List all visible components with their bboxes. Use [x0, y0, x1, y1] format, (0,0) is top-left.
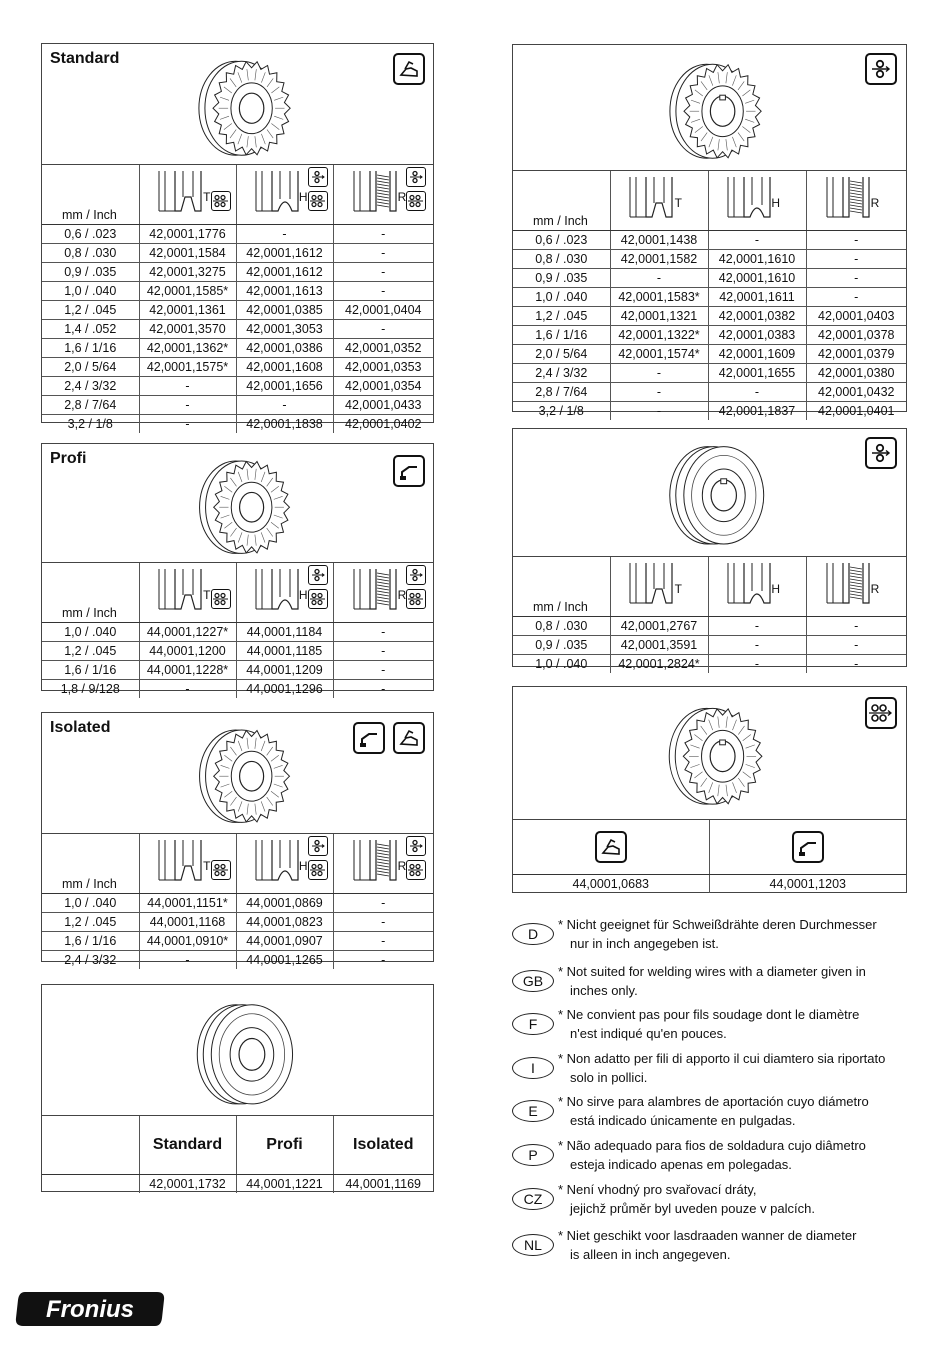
part-number-cell: -	[806, 655, 906, 674]
groove-h-icon	[714, 173, 800, 225]
isolated-panel	[41, 712, 434, 967]
part-number-cell: 42,0001,0379	[806, 345, 906, 364]
table-row	[42, 623, 433, 642]
standard-panel	[41, 43, 434, 431]
groove-t-icon	[616, 559, 702, 611]
part-number-cell: -	[708, 617, 806, 636]
hand-torch-icon	[393, 53, 425, 85]
part-number-cell: 44,0001,1227*	[139, 623, 236, 642]
feed-roll-plain-panel	[512, 428, 907, 671]
language-code: P	[512, 1144, 554, 1166]
four-roll-value-hand: 44,0001,0683	[572, 877, 649, 891]
profi-panel	[41, 443, 434, 696]
part-number-cell: 42,0001,1582	[610, 250, 708, 269]
groove-h-label: H	[771, 196, 780, 210]
table-row	[513, 307, 906, 326]
part-number-cell: 42,0001,1321	[610, 307, 708, 326]
pressure-value-standard: 42,0001,1732	[139, 1175, 236, 1194]
part-number-cell: 44,0001,1168	[139, 913, 236, 932]
part-number-cell: -	[610, 269, 708, 288]
roll-illustration	[653, 435, 775, 551]
groove-r-icon	[813, 559, 899, 611]
language-code: I	[512, 1057, 554, 1079]
diameter-header: mm / Inch	[533, 214, 588, 228]
table-row	[42, 320, 433, 339]
two-roll-drive-icon	[406, 167, 426, 187]
table-row	[42, 244, 433, 263]
part-number-cell: 42,0001,3275	[139, 263, 236, 282]
groove-h-icon	[242, 836, 328, 888]
diameter-cell: 1,0 / .040	[42, 623, 139, 642]
four-roll-drive-icon	[865, 697, 897, 729]
part-number-cell: -	[333, 623, 433, 642]
table-row	[513, 617, 906, 636]
pressure-roll-illustration	[180, 993, 304, 1111]
footnote-p	[512, 1136, 932, 1178]
push-torch-icon	[792, 831, 824, 863]
table-row	[42, 301, 433, 320]
diameter-cell: 1,6 / 1/16	[42, 661, 139, 680]
pressure-roll-table	[42, 1116, 433, 1193]
part-number-cell: -	[333, 951, 433, 970]
gear-illustration	[182, 450, 302, 560]
four-roll-panel	[512, 686, 907, 893]
part-number-cell: -	[333, 661, 433, 680]
part-number-cell: 42,0001,3570	[139, 320, 236, 339]
part-number-cell: 42,0001,1838	[236, 415, 333, 434]
part-number-cell: 42,0001,0386	[236, 339, 333, 358]
part-number-cell: 42,0001,1361	[139, 301, 236, 320]
groove-r-icon	[340, 565, 426, 617]
pressure-roll-panel	[41, 984, 434, 1192]
diameter-cell: 2,8 / 7/64	[42, 396, 139, 415]
table-row	[513, 345, 906, 364]
feed-roll-2-table	[513, 171, 906, 420]
part-number-cell: 44,0001,1184	[236, 623, 333, 642]
part-number-cell: 42,0001,0352	[333, 339, 433, 358]
four-roll-drive-icon	[406, 589, 426, 609]
part-number-cell: 42,0001,1656	[236, 377, 333, 396]
part-number-cell: 42,0001,0353	[333, 358, 433, 377]
language-code: E	[512, 1100, 554, 1122]
part-number-cell: 42,0001,1322*	[610, 326, 708, 345]
diameter-cell: 2,0 / 5/64	[513, 345, 610, 364]
footnote-f	[512, 1005, 932, 1047]
part-number-cell: -	[333, 932, 433, 951]
part-number-cell: 42,0001,2767	[610, 617, 708, 636]
part-number-cell: -	[139, 951, 236, 970]
gear-illustration	[653, 53, 773, 165]
footnote-line-1: * Not suited for welding wires with a diameter given in	[558, 964, 866, 979]
part-number-cell: 42,0001,3053	[236, 320, 333, 339]
groove-r-label: R	[397, 588, 407, 602]
groove-t-icon	[145, 836, 231, 888]
part-number-cell: -	[333, 244, 433, 263]
part-number-cell: -	[333, 913, 433, 932]
part-number-cell: 44,0001,1228*	[139, 661, 236, 680]
part-number-cell: 42,0001,1585*	[139, 282, 236, 301]
table-row	[42, 225, 433, 244]
part-number-cell: 42,0001,1438	[610, 231, 708, 250]
part-number-cell: 42,0001,1655	[708, 364, 806, 383]
footnote-line-2: n'est indiqué qu'en pouces.	[570, 1026, 727, 1041]
diameter-cell: 1,0 / .040	[42, 894, 139, 913]
two-roll-drive-icon	[406, 565, 426, 585]
isolated-table	[42, 834, 433, 969]
groove-r-label: R	[870, 582, 880, 596]
diameter-cell: 0,8 / .030	[513, 617, 610, 636]
push-torch-icon	[353, 722, 385, 754]
table-row	[42, 282, 433, 301]
part-number-cell: 44,0001,0910*	[139, 932, 236, 951]
diameter-cell: 0,9 / .035	[513, 269, 610, 288]
header-standard: Standard	[152, 1136, 223, 1153]
diameter-cell: 1,2 / .045	[513, 307, 610, 326]
part-number-cell: 42,0001,1612	[236, 244, 333, 263]
part-number-cell: 42,0001,1608	[236, 358, 333, 377]
diameter-cell: 3,2 / 1/8	[538, 404, 584, 418]
diameter-header: mm / Inch	[62, 606, 117, 620]
table-row	[513, 250, 906, 269]
part-number-cell: 42,0001,0378	[806, 326, 906, 345]
language-code: D	[512, 923, 554, 945]
groove-h-icon	[714, 559, 800, 611]
footnote-line-1: * Não adequado para fios de soldadura cujo diâmetro	[558, 1138, 866, 1153]
groove-h-label: H	[771, 582, 780, 596]
table-row	[42, 415, 433, 434]
diameter-cell: 1,6 / 1/16	[513, 326, 610, 345]
groove-t-icon	[145, 167, 231, 219]
two-roll-drive-icon	[865, 437, 897, 469]
part-number-cell: -	[806, 617, 906, 636]
table-row	[42, 263, 433, 282]
part-number-cell: 42,0001,1609	[708, 345, 806, 364]
footnote-gb	[512, 962, 932, 1004]
part-number-cell: 42,0001,1610	[708, 250, 806, 269]
table-row	[42, 396, 433, 415]
groove-t-label: T	[674, 582, 682, 596]
diameter-cell: 1,6 / 1/16	[42, 339, 139, 358]
part-number-cell: 42,0001,1612	[236, 263, 333, 282]
diameter-cell: 1,0 / .040	[535, 657, 588, 671]
part-number-cell: -	[236, 225, 333, 244]
part-number-cell: 42,0001,0385	[236, 301, 333, 320]
groove-t-label: T	[674, 196, 682, 210]
diameter-cell: 2,4 / 3/32	[42, 377, 139, 396]
table-row	[42, 932, 433, 951]
groove-h-label: H	[298, 190, 308, 204]
part-number-cell: 42,0001,1611	[708, 288, 806, 307]
part-number-cell: -	[333, 225, 433, 244]
diameter-cell: 1,2 / .045	[42, 301, 139, 320]
part-number-cell: -	[333, 282, 433, 301]
diameter-cell: 1,0 / .040	[42, 282, 139, 301]
part-number-cell: 44,0001,1296	[236, 680, 333, 699]
table-row	[42, 377, 433, 396]
part-number-cell: 42,0001,0404	[333, 301, 433, 320]
groove-t-icon	[616, 173, 702, 225]
groove-r-icon	[340, 836, 426, 888]
gear-illustration	[182, 50, 302, 162]
part-number-cell: 42,0001,1837	[708, 402, 806, 421]
four-roll-value-push: 44,0001,1203	[709, 875, 906, 894]
part-number-cell: -	[806, 231, 906, 250]
table-row	[42, 358, 433, 377]
footnote-line-2: jejichž průměr byl uveden pouze v palcích.	[570, 1201, 815, 1216]
two-roll-drive-icon	[865, 53, 897, 85]
table-row	[42, 661, 433, 680]
part-number-cell: 44,0001,1151*	[139, 894, 236, 913]
footnote-d	[512, 915, 932, 957]
four-roll-drive-icon	[308, 860, 328, 880]
part-number-cell: 42,0001,3591	[610, 636, 708, 655]
part-number-cell: 42,0001,0402	[333, 415, 433, 434]
four-roll-drive-icon	[211, 191, 231, 211]
footnote-line-2: nur in inch angegeben ist.	[570, 936, 719, 951]
part-number-cell: 42,0001,1610	[708, 269, 806, 288]
part-number-cell: 42,0001,1584	[139, 244, 236, 263]
feed-roll-plain-table	[513, 557, 906, 673]
part-number-cell: 42,0001,1362*	[139, 339, 236, 358]
four-roll-drive-icon	[406, 191, 426, 211]
table-row	[42, 894, 433, 913]
two-roll-drive-icon	[308, 167, 328, 187]
diameter-cell: 1,0 / .040	[513, 288, 610, 307]
table-row	[42, 642, 433, 661]
part-number-cell: 44,0001,1209	[236, 661, 333, 680]
part-number-cell: 42,0001,0380	[806, 364, 906, 383]
table-row	[513, 231, 906, 250]
diameter-cell: 1,6 / 1/16	[42, 932, 139, 951]
groove-r-icon	[813, 173, 899, 225]
part-number-cell: -	[610, 364, 708, 383]
part-number-cell: -	[139, 396, 236, 415]
groove-r-label: R	[397, 859, 407, 873]
groove-r-label: R	[397, 190, 407, 204]
part-number-cell: 44,0001,0823	[236, 913, 333, 932]
footnote-e	[512, 1092, 932, 1134]
part-number-cell: 42,0001,2824*	[610, 655, 708, 674]
standard-title: Standard	[50, 50, 120, 67]
part-number-cell: -	[806, 250, 906, 269]
part-number-cell: -	[333, 894, 433, 913]
language-code: F	[512, 1013, 554, 1035]
diameter-cell: 0,6 / .023	[513, 231, 610, 250]
part-number-cell: 42,0001,1613	[236, 282, 333, 301]
table-row	[42, 680, 433, 699]
groove-h-icon	[242, 565, 328, 617]
profi-title: Profi	[50, 450, 87, 467]
brand-name: Fronius	[46, 1296, 134, 1323]
part-number-cell: -	[708, 231, 806, 250]
table-row	[513, 402, 906, 421]
two-roll-drive-icon	[406, 836, 426, 856]
language-code: NL	[512, 1234, 554, 1256]
diameter-cell: 2,4 / 3/32	[64, 953, 117, 967]
diameter-header: mm / Inch	[533, 600, 588, 614]
diameter-cell: 0,6 / .023	[42, 225, 139, 244]
diameter-cell: 0,9 / .035	[513, 636, 610, 655]
footnote-line-1: * Non adatto per fili di apporto il cui diamtero sia riportato	[558, 1051, 886, 1066]
part-number-cell: -	[610, 402, 708, 421]
part-number-cell: -	[806, 288, 906, 307]
footnote-line-1: * No sirve para alambres de aportación cuyo diámetro	[558, 1094, 869, 1109]
two-roll-drive-icon	[308, 836, 328, 856]
footnote-line-2: solo in pollici.	[570, 1070, 648, 1085]
footnote-line-1: * Nicht geeignet für Schweißdrähte deren Durchmesser	[558, 917, 877, 932]
header-isolated: Isolated	[353, 1136, 414, 1153]
part-number-cell: 42,0001,0354	[333, 377, 433, 396]
four-roll-drive-icon	[211, 860, 231, 880]
groove-h-icon	[242, 167, 328, 219]
table-row	[513, 383, 906, 402]
part-number-cell: -	[708, 636, 806, 655]
push-torch-icon	[393, 455, 425, 487]
part-number-cell: -	[806, 269, 906, 288]
table-row	[42, 339, 433, 358]
part-number-cell: -	[708, 383, 806, 402]
diameter-header: mm / Inch	[62, 877, 117, 891]
part-number-cell: 42,0001,0433	[333, 396, 433, 415]
footnote-nl	[512, 1226, 932, 1268]
diameter-cell: 1,2 / .045	[42, 913, 139, 932]
table-row	[513, 636, 906, 655]
four-roll-drive-icon	[308, 589, 328, 609]
diameter-cell: 1,4 / .052	[42, 320, 139, 339]
footnote-line-1: * Niet geschikt voor lasdraaden wanner de diameter	[558, 1228, 857, 1243]
hand-torch-icon	[393, 722, 425, 754]
gear-illustration	[653, 697, 773, 811]
diameter-cell: 1,2 / .045	[42, 642, 139, 661]
part-number-cell: 44,0001,1265	[236, 951, 333, 970]
table-row	[513, 655, 906, 674]
two-roll-drive-icon	[308, 565, 328, 585]
four-roll-drive-icon	[406, 860, 426, 880]
part-number-cell: -	[139, 680, 236, 699]
diameter-cell: 3,2 / 1/8	[67, 417, 113, 431]
pressure-value-isolated: 44,0001,1169	[333, 1175, 433, 1194]
part-number-cell: 42,0001,0382	[708, 307, 806, 326]
diameter-cell: 2,4 / 3/32	[513, 364, 610, 383]
part-number-cell: 42,0001,1776	[139, 225, 236, 244]
hand-torch-icon	[595, 831, 627, 863]
part-number-cell: 42,0001,1575*	[139, 358, 236, 377]
footnote-line-2: is alleen in inch angegeven.	[570, 1247, 731, 1262]
part-number-cell: -	[333, 680, 433, 699]
part-number-cell: 44,0001,1185	[236, 642, 333, 661]
part-number-cell: 42,0001,1574*	[610, 345, 708, 364]
part-number-cell: 42,0001,0403	[806, 307, 906, 326]
four-roll-drive-icon	[211, 589, 231, 609]
part-number-cell: 44,0001,0907	[236, 932, 333, 951]
part-number-cell: -	[333, 263, 433, 282]
table-row	[513, 288, 906, 307]
part-number-cell: -	[139, 377, 236, 396]
groove-h-label: H	[298, 859, 308, 873]
groove-t-label: T	[203, 588, 211, 602]
part-number-cell: 42,0001,0401	[806, 402, 906, 421]
table-row	[42, 951, 433, 970]
part-number-cell: 42,0001,0383	[708, 326, 806, 345]
part-number-cell: 44,0001,0869	[236, 894, 333, 913]
groove-t-label: T	[203, 190, 211, 204]
standard-table	[42, 165, 433, 433]
language-code: CZ	[512, 1188, 554, 1210]
profi-table	[42, 563, 433, 698]
part-number-cell: -	[333, 320, 433, 339]
footnote-line-2: está indicado únicamente en pulgadas.	[570, 1113, 796, 1128]
footnote-cz	[512, 1180, 932, 1222]
feed-roll-2-panel	[512, 44, 907, 418]
table-row	[513, 326, 906, 345]
part-number-cell: -	[806, 636, 906, 655]
part-number-cell: -	[333, 642, 433, 661]
footnote-line-1: * Ne convient pas pour fils soudage dont le diamètre	[558, 1007, 860, 1022]
header-profi: Profi	[266, 1136, 303, 1153]
diameter-cell: 0,9 / .035	[42, 263, 139, 282]
four-roll-drive-icon	[308, 191, 328, 211]
table-row	[42, 913, 433, 932]
groove-r-icon	[340, 167, 426, 219]
language-code: GB	[512, 970, 554, 992]
part-number-cell: -	[139, 415, 236, 434]
pressure-value-profi: 44,0001,1221	[236, 1175, 333, 1194]
four-roll-table	[513, 820, 906, 893]
table-row	[513, 364, 906, 383]
diameter-cell: 0,8 / .030	[42, 244, 139, 263]
diameter-header: mm / Inch	[62, 208, 117, 222]
part-number-cell: -	[236, 396, 333, 415]
table-row	[513, 269, 906, 288]
part-number-cell: 42,0001,1583*	[610, 288, 708, 307]
groove-h-label: H	[298, 588, 308, 602]
groove-t-icon	[145, 565, 231, 617]
groove-t-label: T	[203, 859, 211, 873]
footnote-line-2: inches only.	[570, 983, 638, 998]
fronius-logo	[15, 1286, 165, 1332]
gear-illustration	[182, 719, 302, 829]
groove-r-label: R	[870, 196, 880, 210]
diameter-cell: 1,8 / 9/128	[60, 682, 120, 696]
part-number-cell: 44,0001,1200	[139, 642, 236, 661]
footnote-line-1: * Není vhodný pro svařovací dráty,	[558, 1182, 757, 1197]
part-number-cell: 42,0001,0432	[806, 383, 906, 402]
diameter-cell: 2,8 / 7/64	[513, 383, 610, 402]
footnote-line-2: esteja indicado apenas em polegadas.	[570, 1157, 792, 1172]
diameter-cell: 0,8 / .030	[513, 250, 610, 269]
isolated-title: Isolated	[50, 719, 111, 736]
footnote-i	[512, 1049, 932, 1091]
diameter-cell: 2,0 / 5/64	[42, 358, 139, 377]
part-number-cell: -	[610, 383, 708, 402]
part-number-cell: -	[708, 655, 806, 674]
